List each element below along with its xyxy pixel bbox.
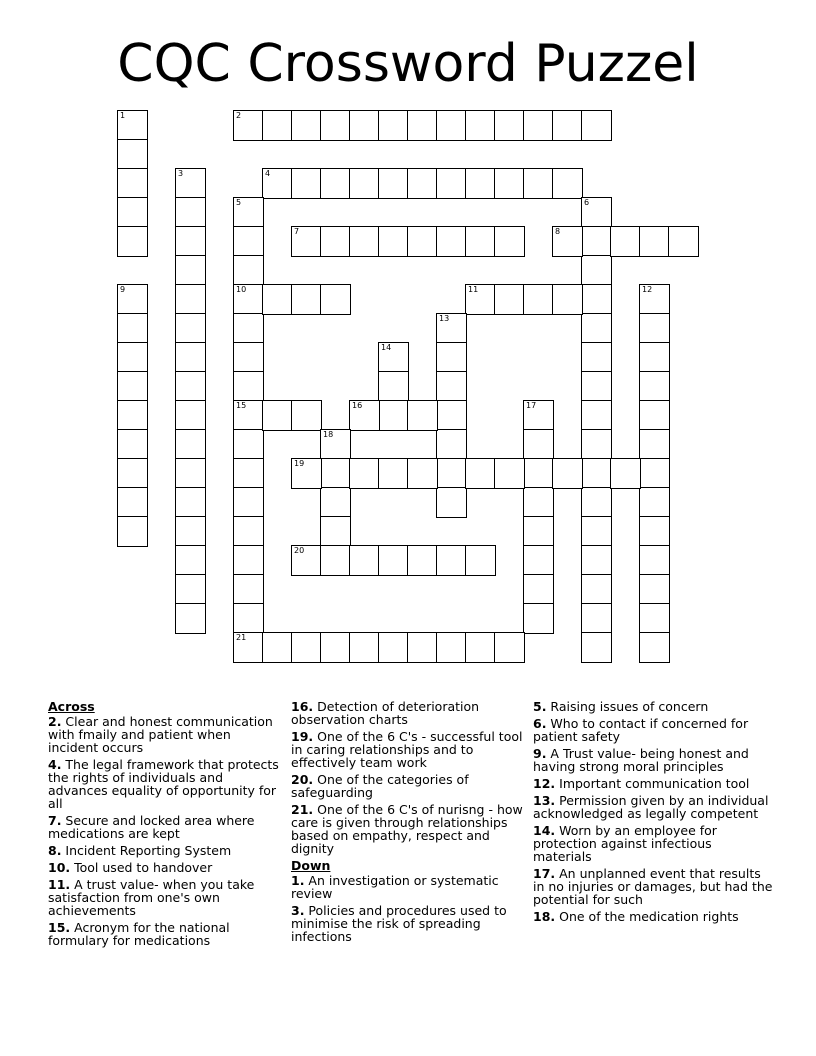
grid-cell[interactable] — [407, 545, 438, 576]
grid-cell[interactable] — [175, 603, 206, 634]
grid-cell[interactable] — [291, 458, 322, 489]
grid-cell[interactable] — [117, 168, 148, 199]
grid-cell[interactable] — [233, 371, 264, 402]
grid-cell[interactable] — [378, 400, 409, 431]
grid-cell[interactable] — [494, 168, 525, 199]
grid-cell[interactable] — [552, 458, 583, 489]
grid-cell[interactable] — [610, 226, 641, 257]
grid-cell[interactable] — [407, 110, 438, 141]
grid-cell[interactable] — [233, 545, 264, 576]
grid-cell[interactable] — [581, 400, 612, 431]
clue-label: 3. — [291, 903, 305, 918]
grid-cell[interactable] — [175, 168, 206, 199]
grid-cell[interactable] — [117, 429, 148, 460]
clue-item — [291, 803, 523, 855]
clue-item — [48, 921, 280, 947]
grid-cell[interactable] — [523, 603, 554, 634]
clue-number: 16 — [352, 401, 363, 410]
grid-cell[interactable] — [581, 632, 612, 663]
grid-cell[interactable] — [465, 458, 496, 489]
grid-cell[interactable] — [639, 313, 670, 344]
grid-cell[interactable] — [407, 168, 438, 199]
clue-number: 5 — [236, 198, 242, 207]
grid-cell[interactable] — [175, 255, 206, 286]
grid-cell[interactable] — [523, 168, 554, 199]
clue-number: 8 — [555, 227, 561, 236]
clue-column-1 — [48, 700, 280, 951]
grid-cell[interactable] — [233, 197, 264, 228]
grid-cell[interactable] — [349, 226, 380, 257]
clue-item — [533, 777, 773, 790]
clue-text: An unplanned event that results in no injuries or damages, but had the potential for such — [533, 866, 773, 907]
clue-item — [48, 844, 280, 857]
clue-number: 12 — [642, 285, 653, 294]
clue-item — [291, 874, 523, 900]
clue-text: One of the medication rights — [555, 909, 739, 924]
grid-cell[interactable] — [465, 545, 496, 576]
grid-cell[interactable] — [320, 168, 351, 199]
grid-cell[interactable] — [378, 226, 409, 257]
grid-cell[interactable] — [581, 574, 612, 605]
grid-cell[interactable] — [581, 284, 612, 315]
clue-label: 18. — [533, 909, 556, 924]
clue-item — [533, 910, 773, 923]
grid-cell[interactable] — [436, 400, 467, 431]
grid-cell[interactable] — [175, 574, 206, 605]
grid-cell[interactable] — [494, 110, 525, 141]
grid-cell[interactable] — [378, 632, 409, 663]
grid-cell[interactable] — [407, 400, 438, 431]
grid-cell[interactable] — [581, 197, 612, 228]
grid-cell[interactable] — [175, 487, 206, 518]
grid-cell[interactable] — [320, 284, 351, 315]
grid-cell[interactable] — [320, 632, 351, 663]
grid-cell[interactable] — [639, 632, 670, 663]
grid-cell[interactable] — [117, 400, 148, 431]
grid-cell[interactable] — [668, 226, 699, 257]
grid-cell[interactable] — [349, 632, 380, 663]
clue-label: 7. — [48, 813, 62, 828]
grid-cell[interactable] — [320, 226, 351, 257]
grid-cell[interactable] — [262, 400, 293, 431]
grid-cell[interactable] — [436, 429, 467, 460]
grid-cell[interactable] — [175, 371, 206, 402]
grid-cell[interactable] — [349, 168, 380, 199]
grid-cell[interactable] — [523, 545, 554, 576]
grid-cell[interactable] — [320, 516, 351, 547]
clue-item — [291, 904, 523, 943]
grid-cell[interactable] — [117, 487, 148, 518]
clue-number: 9 — [120, 285, 126, 294]
grid-cell[interactable] — [233, 284, 264, 315]
clue-label: 12. — [533, 776, 556, 791]
grid-cell[interactable] — [233, 603, 264, 634]
clue-column-2 — [291, 700, 523, 947]
grid-cell[interactable] — [349, 400, 380, 431]
grid-cell[interactable] — [523, 458, 554, 489]
grid-cell[interactable] — [494, 284, 525, 315]
grid-cell[interactable] — [639, 487, 670, 518]
grid-cell[interactable] — [117, 139, 148, 170]
grid-cell[interactable] — [233, 313, 264, 344]
grid-cell[interactable] — [175, 197, 206, 228]
grid-cell[interactable] — [639, 226, 670, 257]
grid-cell[interactable] — [117, 284, 148, 315]
clue-item — [48, 758, 280, 810]
grid-cell[interactable] — [117, 110, 148, 141]
clue-text: Policies and procedures used to minimise the risk of spreading infections — [291, 903, 507, 944]
clue-number: 19 — [294, 459, 305, 468]
clue-number: 14 — [381, 343, 392, 352]
clue-number: 17 — [526, 401, 537, 410]
grid-cell[interactable] — [552, 226, 583, 257]
grid-cell[interactable] — [523, 574, 554, 605]
grid-cell[interactable] — [436, 342, 467, 373]
grid-cell[interactable] — [291, 226, 322, 257]
grid-cell[interactable] — [320, 487, 351, 518]
grid-cell[interactable] — [581, 313, 612, 344]
clue-item — [291, 700, 523, 726]
grid-cell[interactable] — [349, 458, 380, 489]
clue-column-3 — [533, 700, 773, 927]
clue-text: One of the categories of safeguarding — [291, 772, 469, 800]
grid-cell[interactable] — [523, 110, 554, 141]
grid-cell[interactable] — [291, 284, 322, 315]
clue-label: 2. — [48, 714, 62, 729]
grid-cell[interactable] — [494, 458, 525, 489]
puzzle-title: CQC Crossword Puzzel — [117, 34, 699, 94]
grid-cell[interactable] — [552, 168, 583, 199]
clue-label: 10. — [48, 860, 71, 875]
clue-text: The legal framework that protects the rights of individuals and advances equality of opportunity for all — [48, 757, 279, 811]
grid-cell[interactable] — [639, 371, 670, 402]
grid-cell[interactable] — [378, 168, 409, 199]
grid-cell[interactable] — [523, 284, 554, 315]
grid-cell[interactable] — [581, 603, 612, 634]
grid-cell[interactable] — [581, 487, 612, 518]
grid-cell[interactable] — [436, 313, 467, 344]
clue-text: A Trust value- being honest and having strong moral principles — [533, 746, 749, 774]
clue-text: Tool used to handover — [70, 860, 213, 875]
grid-cell[interactable] — [436, 632, 467, 663]
grid-cell[interactable] — [175, 226, 206, 257]
grid-cell[interactable] — [378, 342, 409, 373]
clue-text: Incident Reporting System — [61, 843, 232, 858]
clue-text: An investigation or systematic review — [291, 873, 499, 901]
grid-cell[interactable] — [639, 458, 670, 489]
grid-cell[interactable] — [465, 226, 496, 257]
grid-cell[interactable] — [117, 197, 148, 228]
clue-item — [48, 878, 280, 917]
grid-cell[interactable] — [291, 168, 322, 199]
grid-cell[interactable] — [291, 545, 322, 576]
grid-cell[interactable] — [320, 429, 351, 460]
grid-cell[interactable] — [233, 574, 264, 605]
grid-cell[interactable] — [233, 632, 264, 663]
grid-cell[interactable] — [436, 545, 467, 576]
clue-number: 21 — [236, 633, 247, 642]
grid-cell[interactable] — [233, 110, 264, 141]
grid-cell[interactable] — [639, 545, 670, 576]
clue-item — [533, 824, 773, 863]
clue-item — [291, 773, 523, 799]
clue-label: 13. — [533, 793, 556, 808]
grid-cell[interactable] — [465, 110, 496, 141]
clue-text: Clear and honest communication with fmaily and patient when incident occurs — [48, 714, 273, 755]
clue-number: 2 — [236, 111, 242, 120]
clue-label: 8. — [48, 843, 62, 858]
clue-label: 21. — [291, 802, 314, 817]
clue-text: Acronym for the national formulary for medications — [48, 920, 230, 948]
grid-cell[interactable] — [233, 516, 264, 547]
grid-cell[interactable] — [639, 284, 670, 315]
grid-cell[interactable] — [494, 632, 525, 663]
grid-cell[interactable] — [175, 516, 206, 547]
grid-cell[interactable] — [175, 284, 206, 315]
grid-cell[interactable] — [291, 110, 322, 141]
clue-label: 1. — [291, 873, 305, 888]
clue-label: 4. — [48, 757, 62, 772]
grid-cell[interactable] — [378, 545, 409, 576]
grid-cell[interactable] — [407, 632, 438, 663]
clue-label: 11. — [48, 877, 71, 892]
clue-label: 17. — [533, 866, 556, 881]
grid-cell[interactable] — [581, 226, 612, 257]
grid-cell[interactable] — [175, 342, 206, 373]
clue-text: Important communication tool — [555, 776, 750, 791]
grid-cell[interactable] — [552, 284, 583, 315]
grid-cell[interactable] — [175, 458, 206, 489]
grid-cell[interactable] — [581, 342, 612, 373]
grid-cell[interactable] — [523, 400, 554, 431]
grid-cell[interactable] — [552, 110, 583, 141]
clue-number: 1 — [120, 111, 126, 120]
grid-cell[interactable] — [378, 371, 409, 402]
grid-cell[interactable] — [523, 487, 554, 518]
grid-cell[interactable] — [436, 371, 467, 402]
grid-cell[interactable] — [581, 110, 612, 141]
grid-cell[interactable] — [233, 226, 264, 257]
section-heading: Down — [291, 858, 331, 873]
grid-cell[interactable] — [581, 458, 612, 489]
grid-cell[interactable] — [320, 110, 351, 141]
grid-cell[interactable] — [233, 342, 264, 373]
grid-cell[interactable] — [639, 574, 670, 605]
grid-cell[interactable] — [117, 313, 148, 344]
clue-label: 6. — [533, 716, 547, 731]
grid-cell[interactable] — [436, 458, 467, 489]
clue-text: Permission given by an individual acknowledged as legally competent — [533, 793, 769, 821]
grid-cell[interactable] — [407, 226, 438, 257]
clue-label: 20. — [291, 772, 314, 787]
grid-cell[interactable] — [262, 110, 293, 141]
grid-cell[interactable] — [349, 545, 380, 576]
clue-item — [533, 700, 773, 713]
grid-cell[interactable] — [639, 603, 670, 634]
clue-label: 15. — [48, 920, 71, 935]
clue-text: Raising issues of concern — [546, 699, 709, 714]
grid-cell[interactable] — [465, 632, 496, 663]
grid-cell[interactable] — [175, 400, 206, 431]
clue-number: 10 — [236, 285, 247, 294]
grid-cell[interactable] — [639, 400, 670, 431]
clue-text: Worn by an employee for protection against infectious materials — [533, 823, 717, 864]
grid-cell[interactable] — [233, 429, 264, 460]
grid-cell[interactable] — [175, 545, 206, 576]
grid-cell[interactable] — [175, 429, 206, 460]
clue-number: 6 — [584, 198, 590, 207]
clue-number: 13 — [439, 314, 450, 323]
grid-cell[interactable] — [378, 110, 409, 141]
grid-cell[interactable] — [407, 458, 438, 489]
grid-cell[interactable] — [262, 632, 293, 663]
grid-cell[interactable] — [523, 516, 554, 547]
grid-cell[interactable] — [262, 284, 293, 315]
grid-cell[interactable] — [117, 226, 148, 257]
clue-text: Secure and locked area where medications are kept — [48, 813, 255, 841]
grid-cell[interactable] — [581, 516, 612, 547]
clue-text: Detection of deterioration observation charts — [291, 699, 480, 727]
grid-cell[interactable] — [291, 632, 322, 663]
grid-cell[interactable] — [436, 110, 467, 141]
clue-text: One of the 6 C's - successful tool in caring relationships and to effectively team work — [291, 729, 523, 770]
clue-number: 11 — [468, 285, 479, 294]
clue-text: One of the 6 C's of nurisng - how care is given through relationships based on empathy, respect and dignity — [291, 802, 523, 856]
clue-item — [291, 730, 523, 769]
grid-cell[interactable] — [233, 400, 264, 431]
grid-cell[interactable] — [320, 545, 351, 576]
grid-cell[interactable] — [581, 429, 612, 460]
clue-label: 5. — [533, 699, 547, 714]
grid-cell[interactable] — [436, 168, 467, 199]
grid-cell[interactable] — [378, 458, 409, 489]
grid-cell[interactable] — [639, 516, 670, 547]
grid-cell[interactable] — [117, 516, 148, 547]
clue-label: 9. — [533, 746, 547, 761]
clue-item — [533, 794, 773, 820]
clue-item — [48, 814, 280, 840]
grid-cell[interactable] — [233, 487, 264, 518]
grid-cell[interactable] — [436, 226, 467, 257]
clue-number: 3 — [178, 169, 184, 178]
grid-cell[interactable] — [320, 458, 351, 489]
grid-cell[interactable] — [581, 545, 612, 576]
grid-cell[interactable] — [639, 342, 670, 373]
clue-item — [48, 715, 280, 754]
grid-cell[interactable] — [117, 371, 148, 402]
section-heading: Across — [48, 699, 95, 714]
clue-label: 19. — [291, 729, 314, 744]
clue-item — [533, 717, 773, 743]
clue-item — [533, 867, 773, 906]
grid-cell[interactable] — [291, 400, 322, 431]
grid-cell[interactable] — [436, 487, 467, 518]
grid-cell[interactable] — [262, 168, 293, 199]
grid-cell[interactable] — [175, 313, 206, 344]
clue-number: 7 — [294, 227, 300, 236]
clue-number: 18 — [323, 430, 334, 439]
grid-cell[interactable] — [581, 255, 612, 286]
grid-cell[interactable] — [639, 429, 670, 460]
grid-cell[interactable] — [349, 110, 380, 141]
grid-cell[interactable] — [233, 255, 264, 286]
grid-cell[interactable] — [494, 226, 525, 257]
clue-number: 15 — [236, 401, 247, 410]
clue-item — [48, 861, 280, 874]
clue-text: A trust value- when you take satisfaction from one's own achievements — [48, 877, 255, 918]
clue-text: Who to contact if concerned for patient safety — [533, 716, 749, 744]
grid-cell[interactable] — [581, 371, 612, 402]
grid-cell[interactable] — [523, 429, 554, 460]
grid-cell[interactable] — [233, 458, 264, 489]
clue-label: 16. — [291, 699, 314, 714]
grid-cell[interactable] — [117, 342, 148, 373]
grid-cell[interactable] — [465, 284, 496, 315]
clue-item — [533, 747, 773, 773]
grid-cell[interactable] — [610, 458, 641, 489]
clue-number: 20 — [294, 546, 305, 555]
clue-number: 4 — [265, 169, 271, 178]
clue-label: 14. — [533, 823, 556, 838]
grid-cell[interactable] — [117, 458, 148, 489]
grid-cell[interactable] — [465, 168, 496, 199]
